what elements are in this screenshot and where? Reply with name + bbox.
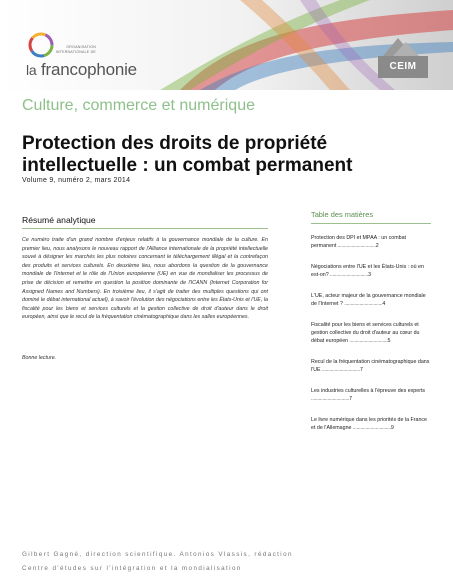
org-name: [26, 60, 137, 80]
toc-item-title: Le livre numérique dans les priorités de la France et de l'Allemagne: [311, 417, 428, 431]
toc-item-page: 4: [382, 301, 386, 307]
toc-leader-dots: ..............................: [311, 396, 350, 402]
toc-item-title: Fiscalité pour les biens et services culturels et gestion collective du droit d'auteur au cœur du débat européen: [311, 322, 420, 344]
toc-item[interactable]: [311, 292, 431, 308]
footer: [22, 548, 293, 576]
toc-leader-dots: ..............................: [336, 243, 376, 249]
summary-divider: [22, 228, 268, 229]
ceim-logo: CEIM: [389, 61, 417, 72]
toc-item-title: Les industries culturelles à l'épreuve des experts: [311, 388, 426, 394]
toc-item-title: Recul de la fréquentation cinématographique dans l'UE: [311, 359, 430, 373]
toc-item-title: Négociations entre l'UE et les États-Unis : où en est-on?: [311, 264, 424, 278]
toc-item-page: 7: [349, 396, 353, 402]
toc-item-page: 7: [359, 367, 363, 373]
volume-info: Volume 9, numéro 2, mars 2014: [22, 177, 131, 184]
toc-leader-dots: ..............................: [351, 425, 391, 431]
summary-signoff: Bonne lecture.: [22, 355, 57, 361]
toc-list: [311, 234, 431, 432]
section-title: Culture, commerce et numérique: [22, 97, 255, 114]
toc-item-title: Protection des DPI et MPAA : un combat permanent: [311, 235, 406, 249]
toc-leader-dots: ..............................: [342, 301, 383, 307]
toc-item-page: 2: [375, 243, 379, 249]
table-of-contents: [311, 210, 431, 445]
toc-leader-dots: ..............................: [320, 367, 360, 373]
toc-item[interactable]: [311, 234, 431, 250]
header-banner: [0, 0, 453, 90]
org-name-article: la: [26, 62, 37, 78]
footer-institution: Centre d'études sur l'intégration et la mondialisation: [22, 565, 242, 572]
toc-item-page: 5: [387, 338, 391, 344]
toc-item[interactable]: [311, 416, 431, 432]
francophonie-logo: [26, 30, 146, 85]
toc-item-page: 9: [390, 425, 394, 431]
toc-divider: [311, 223, 431, 224]
toc-heading: Table des matières: [311, 210, 374, 219]
toc-item[interactable]: [311, 358, 431, 374]
toc-leader-dots: ..............................: [348, 338, 388, 344]
footer-credits: Gilbert Gagné, direction scientifique. Antonios Vlassis, rédaction: [22, 551, 293, 558]
org-name-main: francophonie: [41, 60, 137, 79]
summary-text: Ce numéro traite d'un grand nombre d'enjeux relatifs à la gouvernance mondiale de la culture. En premier lieu, nous analysons le nouveau rapport de l'Alliance internationale de la propriété intellectuelle souvé à désigner les marchés les plus notoires concernant le téléchargement illégal et la contrefaçon des produits et services culturels. En deuxième lieu, nous abordons la question de la gouvernance mondiale de l'Internet et le rôle de l'Union européenne (UE) en vue de mondialiser les processus de prise de décision et remettre en question la position dominante de l'ICANN (Internet Corporation for Assigned Names and Numbers). En troisième lieu, il s'agit de traiter des multiples questions qui ont dominé le débat international actuel), à savoir l'évolution des négociations entre les États-Unis et l'UE, la fiscalité pour les biens et services culturels et la gestion collective de droit d'auteur dans le droit européen, ainsi que le recul de la fréquentation cinématographique dans les salles européennes.: [22, 237, 268, 321]
toc-item[interactable]: [311, 321, 431, 345]
toc-leader-dots: ..............................: [328, 272, 369, 278]
toc-item[interactable]: [311, 387, 431, 403]
toc-item-title: L'UE, acteur majeur de la gouvernance mondiale de l'Internet ?: [311, 293, 426, 307]
toc-item[interactable]: [311, 263, 431, 279]
summary-heading: Résumé analytique: [22, 215, 96, 225]
org-supertitle: ORGANISATION INTERNATIONALE DE: [55, 45, 96, 54]
toc-item-page: 3: [368, 272, 372, 278]
page-title: Protection des droits de propriété intellectuelle : un combat permanent: [22, 133, 353, 176]
